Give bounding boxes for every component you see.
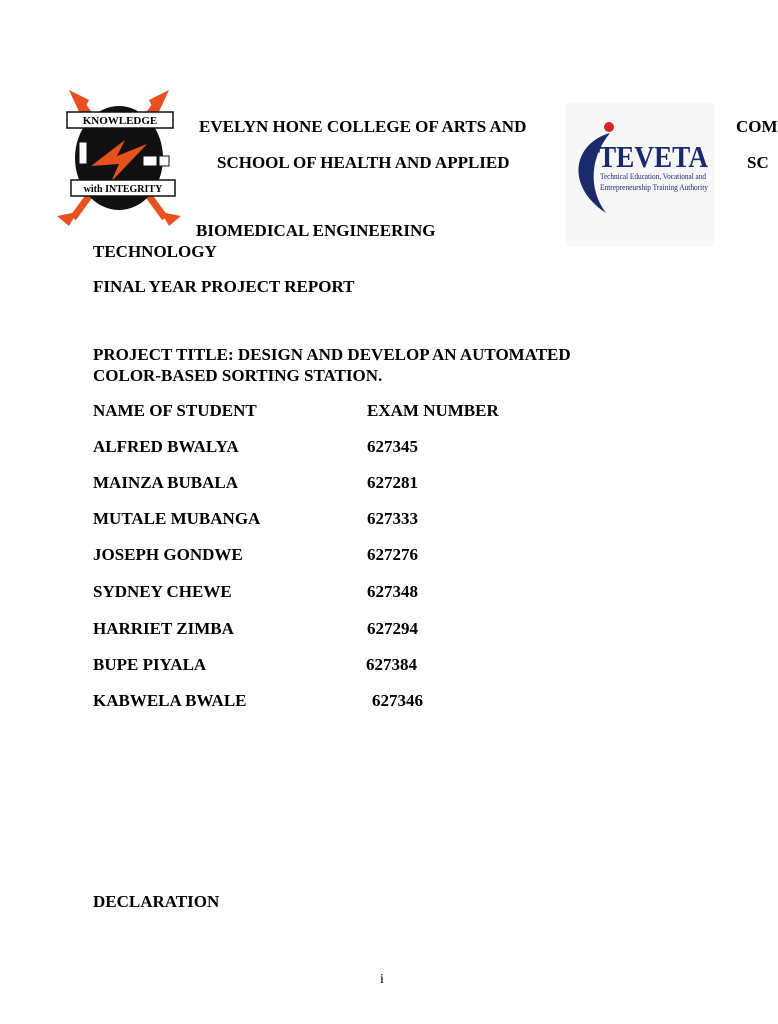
college-name-overflow: COM: [736, 117, 778, 136]
college-name-line: EVELYN HONE COLLEGE OF ARTS AND: [199, 117, 527, 136]
student-name: KABWELA BWALE: [93, 691, 247, 710]
student-name: MUTALE MUBANGA: [93, 509, 261, 528]
student-exam-number: 627294: [367, 619, 418, 638]
student-exam-number: 627333: [367, 509, 418, 528]
student-exam-number: 627281: [367, 473, 418, 492]
student-name: BUPE PIYALA: [93, 655, 207, 674]
declaration-heading: DECLARATION: [93, 892, 220, 911]
student-exam-number: 627345: [367, 437, 418, 456]
exam-number-header: EXAM NUMBER: [367, 401, 499, 420]
student-name-header: NAME OF STUDENT: [93, 401, 257, 420]
college-crest-icon: [55, 86, 183, 228]
student-name: HARRIET ZIMBA: [93, 619, 234, 638]
school-name-overflow: SC: [747, 153, 769, 172]
teveta-subtitle-1: Technical Education, Vocational and: [600, 172, 706, 181]
crest-top-banner: KNOWLEDGE: [82, 115, 158, 127]
department-line-2: TECHNOLOGY: [93, 242, 217, 261]
teveta-name: TEVETA: [598, 139, 709, 174]
page-number: i: [380, 972, 384, 987]
department-line-1: BIOMEDICAL ENGINEERING: [196, 221, 436, 240]
student-name: SYDNEY CHEWE: [93, 582, 232, 601]
project-title-line-1: PROJECT TITLE: DESIGN AND DEVELOP AN AUTOMATED: [93, 345, 571, 364]
student-exam-number: 627276: [367, 545, 418, 564]
student-name: JOSEPH GONDWE: [93, 545, 243, 564]
teveta-subtitle-2: Entrepreneurship Training Authority: [600, 183, 708, 192]
student-exam-number: 627348: [367, 582, 418, 601]
student-exam-number: 627346: [372, 691, 423, 710]
school-name-line: SCHOOL OF HEALTH AND APPLIED: [217, 153, 510, 172]
project-title-line-2: COLOR-BASED SORTING STATION.: [93, 366, 383, 385]
teveta-logo-icon: [566, 103, 714, 246]
crest-bottom-banner: with INTEGRITY: [83, 184, 163, 195]
student-name: MAINZA BUBALA: [93, 473, 238, 492]
student-name: ALFRED BWALYA: [93, 437, 239, 456]
student-exam-number: 627384: [366, 655, 417, 674]
report-type: FINAL YEAR PROJECT REPORT: [93, 277, 355, 296]
